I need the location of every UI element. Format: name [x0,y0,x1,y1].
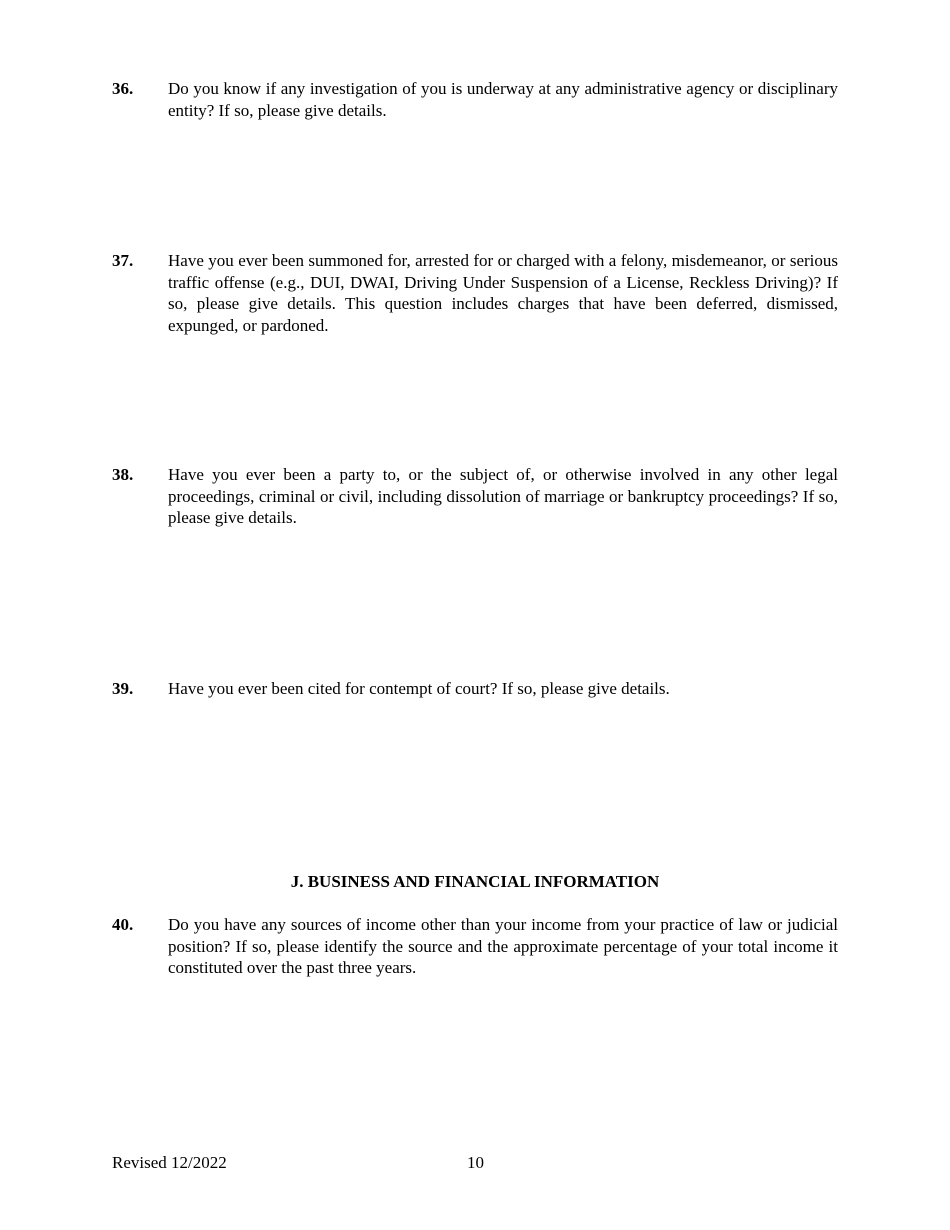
question-text: Have you ever been summoned for, arrested for or charged with a felony, misdemeanor, or serious traffic offense (e.g., DUI, DWAI, Driving Under Suspension of a License, Reckless Driving)? If so, please give details. This question includes charges that have been deferred, dismissed, expunged, or pardoned. [168,251,838,335]
question-text: Have you ever been cited for contempt of court? If so, please give details. [168,679,670,698]
question-text: Do you have any sources of income other than your income from your practice of law or judicial position? If so, please identify the source and the approximate percentage of your total income it constituted over the past three years. [168,915,838,977]
question-37 [112,250,838,336]
question-number: 39. [112,679,134,698]
question-text: Do you know if any investigation of you is underway at any administrative agency or disciplinary entity? If so, please give details. [168,79,838,120]
question-36 [112,78,838,121]
question-38 [112,464,838,529]
question-number: 36. [112,79,134,98]
question-40 [112,914,838,979]
question-39 [112,678,838,700]
question-text: Have you ever been a party to, or the subject of, or otherwise involved in any other legal proceedings, criminal or civil, including dissolution of marriage or bankruptcy proceedings? If so, please give details. [168,465,838,527]
question-number: 38. [112,465,134,484]
question-number: 37. [112,251,134,270]
section-heading: J. BUSINESS AND FINANCIAL INFORMATION [290,872,660,891]
question-number: 40. [112,915,134,934]
footer-revision-date: Revised 12/2022 [112,1153,227,1172]
footer-page-number: 10 [467,1153,484,1172]
